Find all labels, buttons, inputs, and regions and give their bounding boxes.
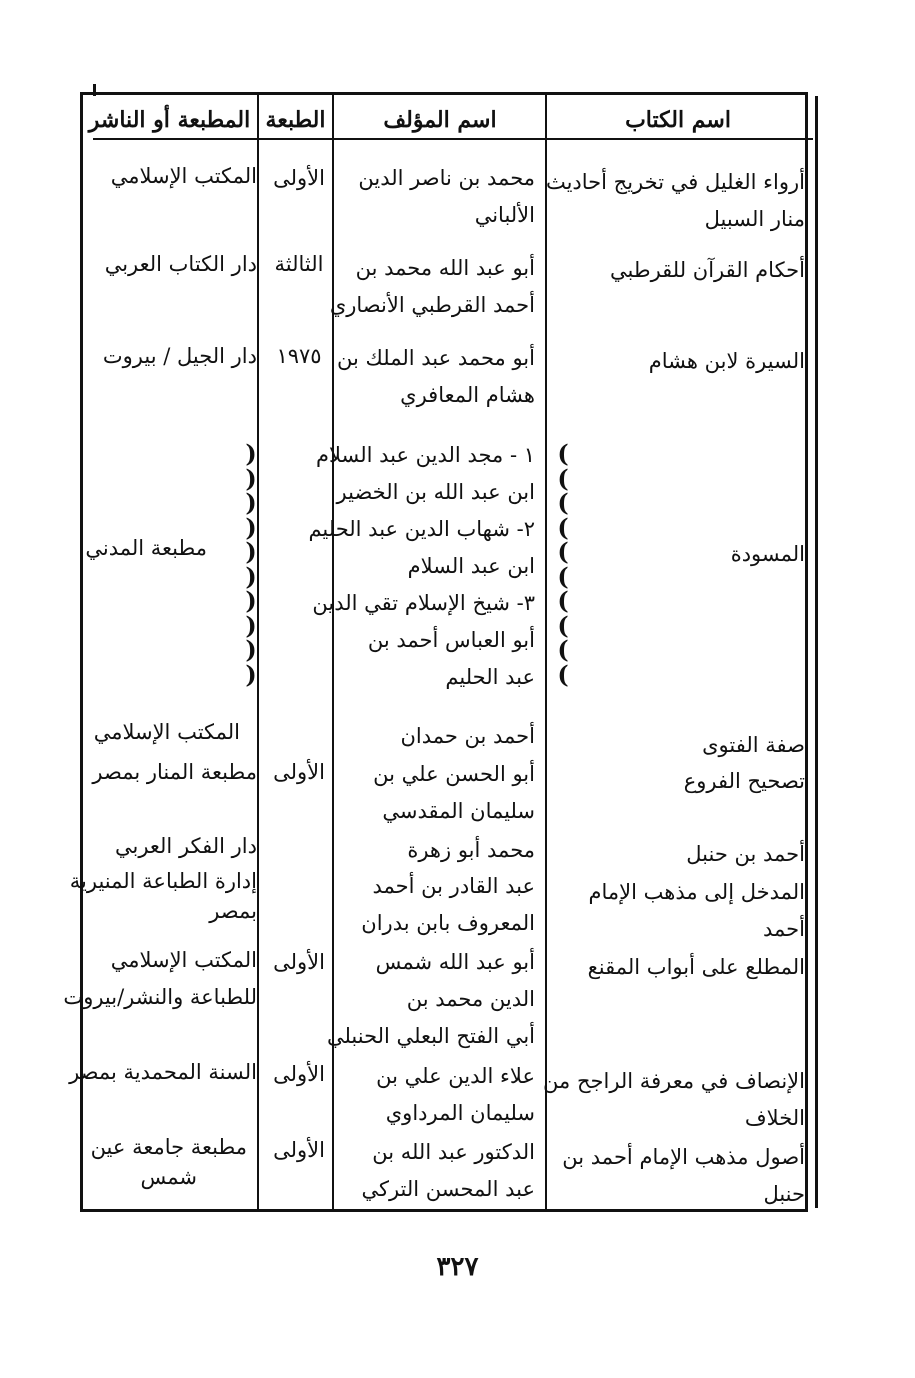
table-row bbox=[562, 1139, 805, 1213]
publisher-line: شمس bbox=[140, 1165, 198, 1189]
author-line: ٣- شيخ الإسلام تقي الدين bbox=[312, 591, 535, 615]
publisher-line: المكتب الإسلامي bbox=[93, 720, 240, 744]
brace-mark-left: ( ( ( ( ( ( ( ( ( ( bbox=[557, 439, 569, 689]
publisher-cell bbox=[105, 246, 257, 283]
edition-cell: الثالثة bbox=[274, 252, 324, 276]
publisher-line: مطبعة جامعة عين bbox=[90, 1135, 247, 1159]
book-title-line: المسودة bbox=[730, 542, 805, 566]
book-title-line: الخلاف bbox=[744, 1106, 805, 1130]
divider-book-author bbox=[545, 92, 547, 1212]
book-title-line: أحكام القرآن للقرطبي bbox=[610, 258, 805, 282]
publisher-line: للطباعة والنشر/بيروت bbox=[63, 985, 257, 1009]
edition-cell: الأولى bbox=[273, 166, 325, 190]
author-cell bbox=[358, 160, 535, 234]
author-line: أحمد بن حمدان bbox=[400, 724, 535, 748]
header-book: اسم الكتاب bbox=[625, 107, 731, 133]
author-cell bbox=[337, 340, 535, 414]
publisher-line: المكتب الإسلامي bbox=[110, 164, 257, 188]
author-cell bbox=[330, 250, 535, 324]
publisher-cell bbox=[103, 338, 257, 375]
author-cell bbox=[361, 868, 535, 942]
author-cell bbox=[361, 1134, 535, 1208]
book-title-line: منار السبيل bbox=[704, 207, 805, 231]
author-line: عبد المحسن التركي bbox=[361, 1177, 535, 1201]
author-cell bbox=[407, 832, 535, 869]
author-line: محمد أبو زهرة bbox=[407, 838, 535, 862]
page-number: ٣٢٧ bbox=[436, 1252, 479, 1282]
header-author: اسم المؤلف bbox=[383, 107, 497, 133]
author-line: أبو عبد الله شمس bbox=[375, 950, 535, 974]
author-line: ابن عبد الله بن الخضير bbox=[336, 480, 535, 504]
author-line: ٢- شهاب الدين عبد الحليم bbox=[308, 517, 535, 541]
author-line: سليمان المقدسي bbox=[382, 799, 535, 823]
publisher-line: دار الكتاب العربي bbox=[104, 252, 257, 276]
publisher-cell bbox=[85, 530, 207, 567]
author-line: الدين محمد بن bbox=[406, 987, 535, 1011]
publisher-line: المكتب الإسلامي bbox=[110, 948, 257, 972]
author-line: عبد القادر بن أحمد bbox=[372, 874, 535, 898]
table-row bbox=[649, 343, 805, 380]
publisher-line: مطبعة المنار بمصر bbox=[92, 760, 257, 784]
author-cell bbox=[373, 756, 535, 830]
publisher-cell bbox=[111, 158, 257, 195]
table-row bbox=[731, 536, 805, 573]
publisher-line: دار الجيل / بيروت bbox=[102, 344, 257, 368]
publisher-line: السنة المحمدية بمصر bbox=[69, 1060, 257, 1084]
frame-right-edge bbox=[815, 96, 818, 1208]
author-line: أبو محمد عبد الملك بن bbox=[337, 346, 535, 370]
publisher-cell bbox=[69, 1054, 257, 1091]
table-row bbox=[610, 252, 805, 289]
author-cell bbox=[308, 437, 535, 696]
author-line: أبو الحسن علي بن bbox=[373, 762, 535, 786]
author-line: الألباني bbox=[474, 203, 535, 227]
book-title-line: حنبل bbox=[763, 1182, 805, 1206]
author-cell bbox=[376, 1058, 535, 1132]
author-line: أبو العباس أحمد بن bbox=[367, 628, 535, 652]
publisher-line: مطبعة المدني bbox=[85, 536, 207, 560]
edition-cell: الأولى bbox=[273, 760, 325, 784]
book-title-line: تصحيح الفروع bbox=[683, 769, 805, 793]
book-title-line: السيرة لابن هشام bbox=[648, 349, 805, 373]
table-row bbox=[589, 874, 805, 948]
table-row bbox=[702, 727, 805, 764]
publisher-line: إدارة الطباعة المنيرية bbox=[69, 869, 257, 893]
publisher-line: بمصر bbox=[209, 899, 257, 923]
book-title-line: أصول مذهب الإمام أحمد بن bbox=[562, 1145, 805, 1169]
publisher-line: دار الفكر العربي bbox=[114, 834, 257, 858]
publisher-cell bbox=[115, 828, 257, 865]
table-row bbox=[543, 1063, 805, 1137]
book-title-line: أحمد bbox=[763, 917, 805, 941]
author-line: ١ - مجد الدين عبد السلام bbox=[315, 443, 535, 467]
publisher-cell bbox=[91, 1132, 247, 1192]
author-line: أحمد القرطبي الأنصاري bbox=[329, 293, 535, 317]
header-publisher: المطبعة أو الناشر bbox=[88, 107, 251, 133]
author-line: الدكتور عبد الله بن bbox=[372, 1140, 535, 1164]
publisher-cell bbox=[92, 754, 257, 791]
publisher-cell bbox=[63, 942, 257, 1016]
table-row bbox=[686, 836, 805, 873]
author-cell bbox=[327, 944, 535, 1055]
header-edition: الطبعة bbox=[265, 107, 326, 133]
author-line: ابن عبد السلام bbox=[407, 554, 535, 578]
edition-cell: الأولى bbox=[273, 1062, 325, 1086]
book-title-line: المدخل إلى مذهب الإمام bbox=[588, 880, 805, 904]
author-line: علاء الدين علي بن bbox=[376, 1064, 535, 1088]
author-line: محمد بن ناصر الدين bbox=[358, 166, 535, 190]
publisher-cell bbox=[94, 714, 240, 751]
edition-cell: الأولى bbox=[273, 1138, 325, 1162]
table-row bbox=[684, 763, 805, 800]
author-line: المعروف بابن بدران bbox=[361, 911, 535, 935]
book-title-line: صفة الفتوى bbox=[702, 733, 805, 757]
table-row bbox=[546, 164, 805, 238]
book-title-line: الإنصاف في معرفة الراجح من bbox=[543, 1069, 805, 1093]
edition-cell: ١٩٧٥ bbox=[276, 344, 322, 368]
author-cell bbox=[400, 718, 535, 755]
edition-cell: الأولى bbox=[273, 950, 325, 974]
frame-tick bbox=[93, 84, 96, 96]
book-title-line: أحمد بن حنبل bbox=[686, 842, 805, 866]
author-line: أبي الفتح البعلي الحنبلي bbox=[326, 1024, 535, 1048]
publisher-cell bbox=[70, 866, 257, 926]
brace-mark-right: ) ) ) ) ) ) ) ) ) ) bbox=[245, 439, 257, 689]
book-title-line: المطلع على أبواب المقنع bbox=[587, 955, 805, 979]
book-title-line: أرواء الغليل في تخريج أحاديث bbox=[545, 170, 805, 194]
author-line: أبو عبد الله محمد بن bbox=[355, 256, 535, 280]
author-line: هشام المعافري bbox=[400, 383, 535, 407]
table-row bbox=[588, 949, 805, 986]
author-line: سليمان المرداوي bbox=[385, 1101, 535, 1125]
author-line: عبد الحليم bbox=[445, 665, 535, 689]
